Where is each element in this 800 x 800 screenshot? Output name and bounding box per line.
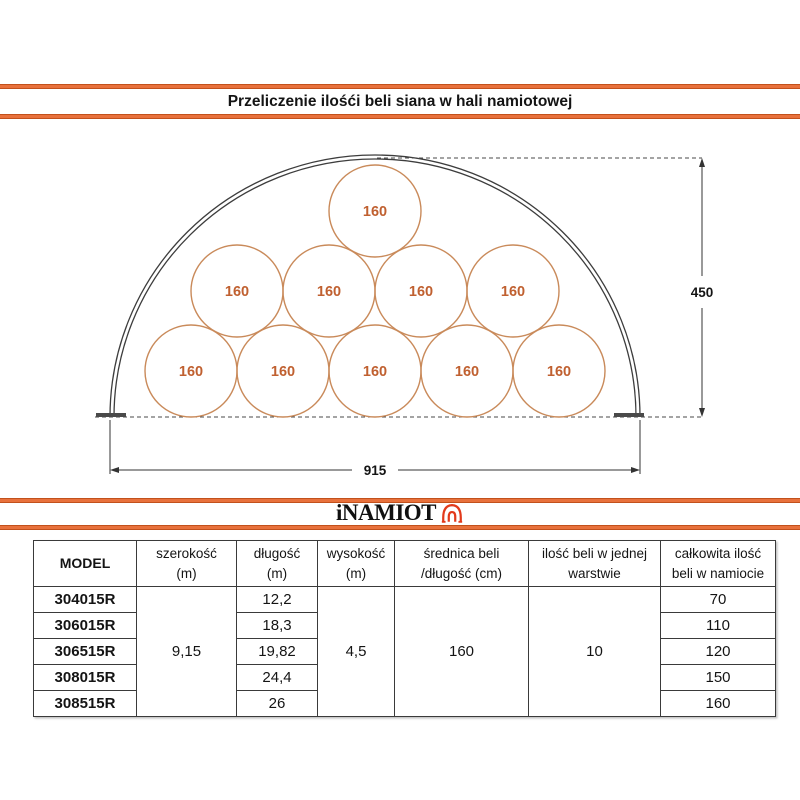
header-ilosc-warstwa: ilość beli w jednej warstwie [529,541,661,587]
height-dimension-label: 450 [690,285,714,300]
model-cell: 306515R [34,639,137,665]
table-header-row [34,541,776,587]
accent-rule-title-bottom [0,114,800,119]
page-title: Przeliczenie ilośći beli siana w hali namiotowej [227,93,573,110]
header-wysokosc: wysokość (m) [318,541,395,587]
tent-cross-section-diagram [0,130,800,490]
calkowita-cell: 70 [661,587,776,613]
tent-spec-table [33,540,776,717]
bale-label: 160 [454,364,480,380]
tent-foot-right [614,413,644,417]
model-cell: 304015R [34,587,137,613]
tent-foot-left [96,413,126,417]
bale-label: 160 [178,364,204,380]
header-srednica: średnica beli /długość (cm) [395,541,529,587]
szerokosc-merged-cell: 9,15 [137,587,237,717]
bale-label: 160 [270,364,296,380]
calkowita-cell: 150 [661,665,776,691]
header-model: MODEL [34,541,137,587]
dlugosc-cell: 24,4 [237,665,318,691]
calkowita-cell: 110 [661,613,776,639]
bale-label: 160 [408,284,434,300]
header-szerokosc: szerokość (m) [137,541,237,587]
bale-label: 160 [362,204,388,220]
ilosc-warstwa-merged-cell: 10 [529,587,661,717]
brand-logo [0,500,800,525]
calkowita-cell: 160 [661,691,776,717]
accent-rule-logo-bottom [0,525,800,530]
model-cell: 306015R [34,613,137,639]
bale-label: 160 [500,284,526,300]
bale-label: 160 [316,284,342,300]
model-cell: 308515R [34,691,137,717]
srednica-merged-cell: 160 [395,587,529,717]
tent-arch-icon [440,501,464,525]
dlugosc-cell: 12,2 [237,587,318,613]
bale-label: 160 [224,284,250,300]
table-row [34,587,776,613]
dlugosc-cell: 26 [237,691,318,717]
header-dlugosc: długość (m) [237,541,318,587]
bale-label: 160 [546,364,572,380]
dlugosc-cell: 19,82 [237,639,318,665]
brand-logo-text: iNAMIOT [336,500,436,525]
calkowita-cell: 120 [661,639,776,665]
bale-label: 160 [362,364,388,380]
width-dimension-label: 915 [363,463,387,478]
header-calkowita: całkowita ilość beli w namiocie [661,541,776,587]
dlugosc-cell: 18,3 [237,613,318,639]
wysokosc-merged-cell: 4,5 [318,587,395,717]
model-cell: 308015R [34,665,137,691]
